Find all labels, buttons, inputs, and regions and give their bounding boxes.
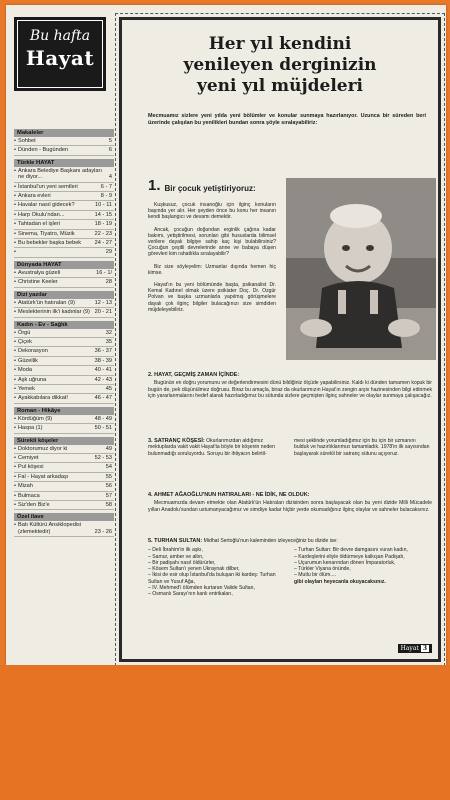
toc-item-title: • Sinema, Tiyatro, Müzik	[18, 231, 95, 237]
toc-item	[14, 424, 114, 433]
toc-item-title: • Dekorasyon	[18, 348, 95, 354]
toc-section-header: Roman - Hikâye	[14, 407, 114, 415]
toc-item-page: 24 - 27	[94, 240, 112, 247]
toc-section-header: Kadın - Ev - Sağlık	[14, 321, 114, 329]
toc-item	[14, 482, 114, 491]
toc-item	[14, 501, 114, 510]
logo-line-1: Bu hafta	[29, 28, 91, 44]
badge-magazine-name: Hayat	[400, 645, 419, 652]
toc-item-title: • Doktorumuz diyor ki	[18, 446, 106, 452]
section-2-heading: 2. HAYAT, GEÇMİŞ ZAMAN İÇİNDE:	[148, 372, 240, 378]
section-3-right: mesi şeklinde yorumladığımız için bu için bir uzmanını bulduk ve hazırlıklarımızı tamamladık. 1978'in ilk sayısından başlayarak sürekli bir satranç sütunu açıyoruz.	[294, 438, 430, 457]
toc-item-page: 29	[105, 249, 112, 256]
toc-item-page: 12 - 13	[94, 299, 112, 306]
section-2	[148, 372, 432, 399]
toc-item	[14, 299, 114, 308]
toc-item-title: • Tahtadan el işleri	[18, 221, 95, 227]
section-1	[148, 178, 276, 313]
section-3-left	[148, 438, 286, 457]
toc-item	[14, 415, 114, 424]
toc-item-page: 28	[105, 279, 112, 286]
paragraph: Hayat'ın bu yeni bölümünde başta, psikanalist Dr. Kemal Kadınel olmak üzere psikiater Doç. Dr. Ozgür Polvan ve başka uzmanlarla yapılmış görüşmelere dayalı çok ilginç bilgiler bulacağınızı size simdiden müjdeleyebiliriz.	[148, 282, 276, 313]
toc-item-page: 6 - 7	[100, 183, 112, 190]
toc-item	[14, 492, 114, 501]
toc-item	[14, 239, 114, 248]
section-5-header	[148, 538, 432, 544]
paragraph: Ancak, çocuğun doğundan erginlik çağına kadar bakımı, yetiştirilmesi, sorunları gibi hususlarda bilimsel verilere dayalı bilgiye sahip kaç kişi bulabilirsiniz? Çocuğun çeşitli devrelerinde anne ve babaya düşen görevleri kim rahatlıkla sıralayabilir?	[148, 226, 276, 258]
toc-item-title: • Harp Okulu'ndan...	[18, 212, 95, 218]
baby-photo	[286, 178, 436, 360]
section-5-lead: Midhat Sertoğlu'nun kaleminden izleyeceğiniz bu dizide ise:	[203, 538, 338, 544]
toc-item	[14, 192, 114, 201]
toc-item-page: 40 - 41	[94, 367, 112, 374]
toc-item-page: 42 - 43	[94, 376, 112, 383]
paragraph: Kuşkusuz, çocuk insanoğlu için ilginç konuların başında yer alır. Her şeyden önce bu konu her insanın kendi başlangıcı ve devamı demektir.	[148, 202, 276, 221]
toc-item-title: • Christine Keeler	[18, 279, 106, 285]
toc-item	[14, 454, 114, 463]
section-1-header	[148, 178, 276, 196]
toc-item-page: 56	[105, 483, 112, 490]
hayat-logo	[14, 17, 106, 91]
toc-item-title: • Fal - Hayat arkadaşı	[18, 474, 106, 480]
toc-section-header: Makaleler	[14, 129, 114, 137]
toc-item-page: 23 - 26	[94, 528, 112, 535]
toc-item-title: • Haspa (1)	[18, 425, 95, 431]
list-item: – Samur, amber ve altın,	[148, 553, 204, 560]
section-3-left-text: Okurlarımızdan aldığımız mektuplarda vakit vakit Hayat'ta böyle bir köşenin neden bulunmadığı soruluyordu. Soruyu bir ihtiyacın belirtil-	[148, 438, 275, 457]
toc-item-title: • Havalar nasıl gidecek?	[18, 202, 95, 208]
toc-item-title: • Aşk uğruna	[18, 377, 95, 383]
toc-item	[14, 473, 114, 482]
toc-section-header: Türkle HAYAT	[14, 159, 114, 167]
toc-item-title: • Ankara Belediye Başkanı adayları ne diyor...	[18, 168, 109, 181]
toc-item-page: 46 - 47	[94, 395, 112, 402]
toc-item	[14, 329, 114, 338]
toc-item-page: 35	[105, 338, 112, 345]
toc-item	[14, 146, 114, 155]
toc-item-page: 54	[105, 464, 112, 471]
toc-item-page: 6	[108, 147, 112, 154]
toc-section-header: Özel ilave	[14, 513, 114, 521]
section-4-text: Mecmuamızda devam etmekte olan Atatürk'ün Hatıraları dizisinden sonra başlayacak olan bu yeni dizide Milli Mücadele yılları Anadolu'sundan ustumanyacağımız ve simdiye kadar hiçbir yerde okumadığınız ilginç olaylar ve sahneler bulacaksınız.	[148, 500, 432, 513]
background-surface	[0, 665, 450, 800]
toc-item-title: • Güzellik	[18, 358, 95, 364]
toc-item-page: 36 - 37	[94, 348, 112, 355]
toc-section-header: Dizi yazılar	[14, 291, 114, 299]
toc-item	[14, 248, 114, 257]
logo-line-2: Hayat	[25, 46, 95, 70]
list-item: – Deli İbrahim'in ilk aşkı,	[148, 547, 203, 554]
toc-item-page: 55	[105, 473, 112, 480]
section-1-number: 1.	[148, 177, 161, 194]
list-item: – Mutlu bir ölüm....	[294, 572, 336, 579]
toc-item-title: • Bu bebekler başka bebek	[18, 240, 95, 246]
toc-item-title: • Yemek	[18, 386, 106, 392]
badge-page-number: 3	[422, 645, 427, 652]
title-line: yenileyen derginizin	[183, 55, 377, 75]
toc-sections	[14, 129, 114, 537]
toc-item	[14, 347, 114, 356]
toc-item	[14, 366, 114, 375]
toc-item	[14, 308, 114, 317]
toc-item	[14, 183, 114, 192]
toc-item	[14, 137, 114, 146]
section-5-heading: 5. TURHAN SULTAN:	[148, 538, 203, 544]
list-item: – Osmanlı Sarayı'nın kanlı entrikaları,	[148, 591, 233, 598]
toc-item-title: • Atatürk'ün hatıraları (9)	[18, 300, 95, 306]
article-intro: Mecmuamız sizlere yeni yılda yeni bölümler ve konular sunmaya hazırlanıyor. Uzunca bir süreden beri üzerinde çalışılan bu yenilikleri bundan sonra şöyle sıralayabiliriz:	[148, 113, 426, 126]
table-of-contents	[14, 17, 114, 537]
toc-item-title: • Cemiyet	[18, 455, 95, 461]
section-2-text: Bugünün en doğru yorumunu ve değerlendirmesini dünü bildiğiniz ölçüde yapabilirsiniz. Kaldı ki dünden tamamen kopuk bir bugün de, pek düşünülmez doğrusu. Biraz bu amaçla, biraz da okurlarımızın Hayat'ın zengin arşiv hazinesinden bilgi edinmek için yararlanmalarını hedef alarak hazırladığımız bu sütunda sizlere geçmişten ilginç sahneler ve olaylar sunmaya çalışacağız.	[148, 380, 432, 399]
toc-item	[14, 394, 114, 403]
section-4	[148, 492, 432, 513]
toc-item	[14, 220, 114, 229]
toc-item	[14, 463, 114, 472]
list-item: – IV. Mehmed'i ölümden kurtaran Valide Sultan,	[148, 585, 255, 592]
toc-item-title: • Mizah	[18, 483, 106, 489]
toc-item	[14, 338, 114, 347]
toc-item-title: • Çiçek	[18, 339, 106, 345]
section-3-columns	[148, 438, 432, 457]
section-3	[148, 438, 432, 457]
magazine-page	[6, 5, 446, 665]
section-4-heading: 4. AHMET AĞAOĞLU'NUN HATIRALARI - NE İDİK, NE OLDUK:	[148, 492, 310, 498]
toc-item-page: 8 - 9	[100, 193, 112, 200]
list-item: – İkisi de esir olup İstanbul'da buluşan iki kardeş: Turhan Sultan ve Yusuf Ağa,	[148, 572, 276, 585]
section-5-left-list	[148, 547, 286, 597]
toc-item-title: • İstanbul'un yeni semtleri	[18, 184, 101, 190]
section-5-columns	[148, 547, 432, 597]
section-3-heading: 3. SATRANÇ KÖŞESİ:	[148, 438, 205, 444]
toc-item-page: 49	[105, 445, 112, 452]
toc-item-title: • Ayakkabılara dikkat!	[18, 395, 95, 401]
toc-item-title: • Ankara evleri	[18, 193, 101, 199]
toc-item-page: 48 - 49	[94, 415, 112, 422]
toc-item	[14, 201, 114, 210]
title-line: yeni yıl müjdeleri	[196, 76, 364, 96]
toc-item-title: • Kördüğüm (9)	[18, 416, 95, 422]
toc-item	[14, 376, 114, 385]
toc-item-page: 58	[105, 502, 112, 508]
toc-item	[14, 445, 114, 454]
toc-section-header: Dünyada HAYAT	[14, 261, 114, 269]
toc-item-page: 10 - 11	[95, 202, 112, 209]
toc-item-title: • Dünden - Bugünden	[18, 147, 109, 153]
toc-section-header: Sürekli köşeler	[14, 437, 114, 445]
list-item: – Uçurumun kenarından dönen İmparatorluk,	[294, 559, 396, 566]
paragraph: Biz size söyleyelim: Uzmanlar dışında hemen hiç kimse.	[148, 263, 276, 276]
list-item: – Kardeşlerini eliyle öldürmeye kalkışan Padişah,	[294, 553, 405, 560]
toc-item-title: • Moda	[18, 367, 95, 373]
toc-item-title: • Bulmaca	[18, 493, 106, 499]
title-line: Her yıl kendini	[208, 34, 352, 54]
toc-item	[14, 167, 114, 183]
toc-item-page: 22 - 23	[94, 230, 112, 237]
article-title	[122, 34, 438, 97]
toc-item-title: • Batı Kültürü Ansiklopedisi (zlemektedir)	[18, 522, 95, 535]
toc-item-title: • Meslekterinin ilk'i kadınlar (9)	[18, 309, 95, 315]
toc-item-page: 14 - 15	[94, 211, 112, 218]
toc-item	[14, 521, 114, 537]
toc-item-page: 32	[105, 329, 112, 336]
list-item: gibi olayları heyecanla okuyacaksınız.	[294, 578, 386, 585]
toc-item-title: • Örgü	[18, 330, 106, 336]
toc-item-page: 5	[108, 138, 112, 144]
list-item: – Türkler Viyana önünde,	[294, 566, 351, 573]
toc-item-page: 52 - 53	[94, 454, 112, 461]
toc-item-page: 20 - 21	[94, 309, 112, 316]
toc-item-title: • Sohbet	[18, 138, 109, 144]
toc-item-page: 57	[105, 492, 112, 499]
toc-item	[14, 278, 114, 287]
page-badge	[398, 644, 432, 653]
toc-item	[14, 269, 114, 278]
toc-item-title: • Avustralya güzeli	[18, 270, 96, 276]
toc-item-page: 18 - 19	[94, 221, 112, 228]
section-1-heading: Bir çocuk yetiştiriyoruz:	[164, 184, 256, 193]
toc-item	[14, 230, 114, 239]
toc-item	[14, 357, 114, 366]
section-5	[148, 538, 432, 598]
article	[119, 17, 441, 662]
toc-item-title: • Pul köşesi	[18, 464, 106, 470]
toc-item-page: 16 - 1/	[96, 269, 112, 276]
toc-item	[14, 385, 114, 394]
toc-item-title	[18, 249, 106, 255]
toc-item-page: 50 - 51	[94, 425, 112, 432]
toc-item	[14, 211, 114, 220]
toc-item-title: • Siz'den Biz'e	[18, 502, 106, 508]
section-5-right-list	[294, 547, 432, 597]
toc-item-page: 4	[108, 174, 112, 181]
baby-photo-image	[286, 178, 436, 360]
list-item: – Bir padişahı nasıl öldürürler,	[148, 559, 216, 566]
list-item: – Turhan Sultan: Bir devre damgasını vuran kadın,	[294, 547, 408, 554]
list-item: – Kösem Sultan'ı yenen Ukraynalı dilber,	[148, 566, 240, 573]
toc-item-page: 38 - 39	[94, 357, 112, 364]
toc-item-page: 45	[105, 385, 112, 392]
